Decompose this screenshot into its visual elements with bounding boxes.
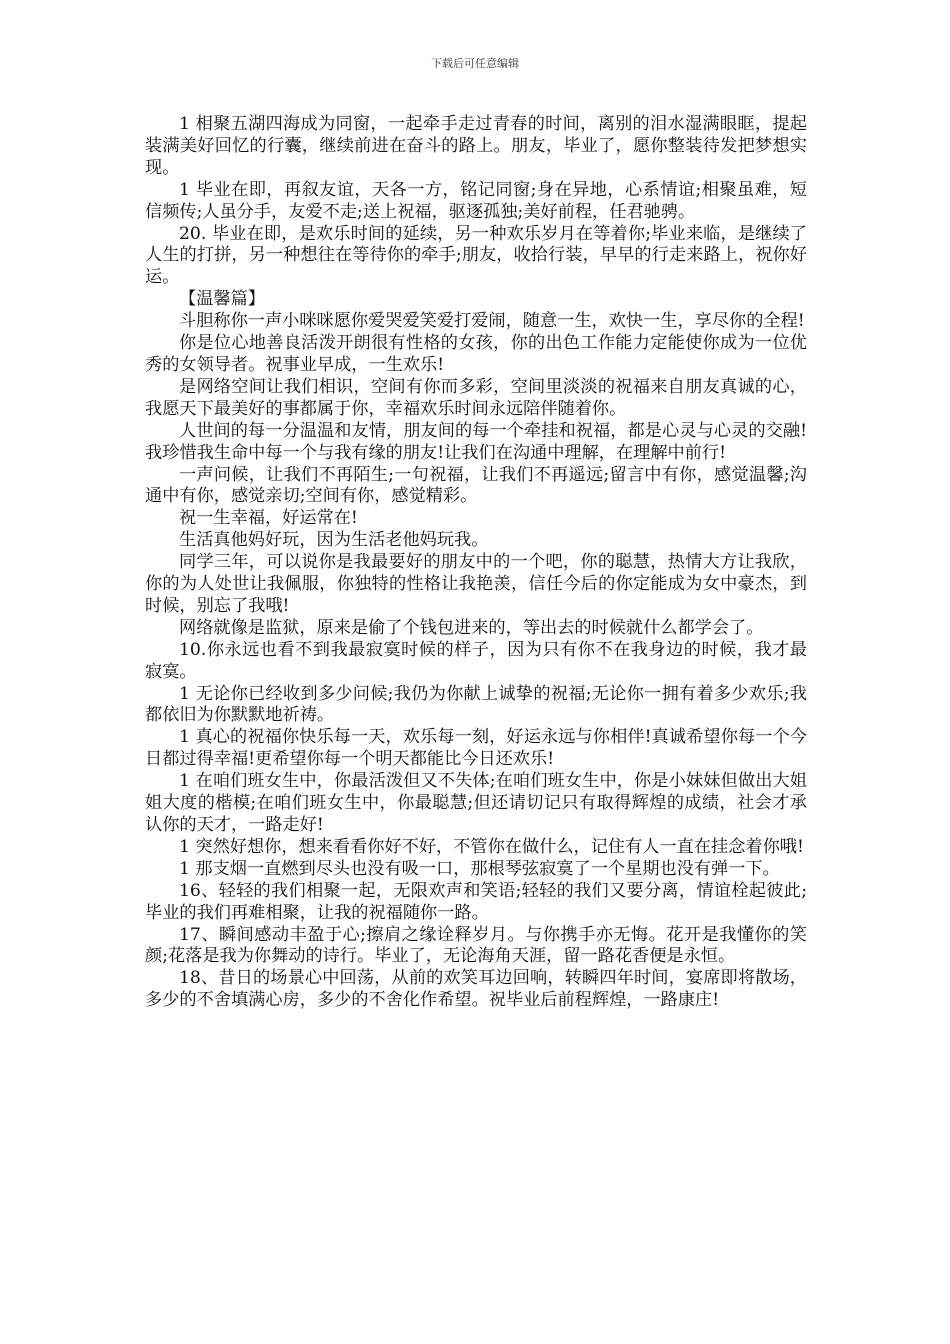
paragraph-19: 1 那支烟一直燃到尽头也没有吸一口，那根琴弦寂寞了一个星期也没有弹一下。 [179,858,780,879]
paragraph-2: 1 毕业在即，再叙友谊，天各一方，铭记同窗;身在异地，心系情谊;相聚虽难，短信频传;人虽分手，友爱不走;送上祝福，驱逐孤独;美好前程，任君驰骋。 [145,179,807,222]
paragraph-10: 祝一生幸福，好运常在! [179,508,358,529]
paragraph-17: 1 在咱们班女生中，你最活泼但又不失体;在咱们班女生中，你是小妹妹但做出大姐姐大度的楷模;在咱们班女生中，你最聪慧;但还请切记只有取得辉煌的成绩，社会才承认你的天才，一路走好! [145,771,807,835]
paragraph-5: 斗胆称你一声小咪咪愿你爱哭爱笑爱打爱闹，随意一生，欢快一生，享尽你的全程! [179,311,805,332]
paragraph-3: 20. 毕业在即，是欢乐时间的延续，另一种欢乐岁月在等着你;毕业来临，是继续了人生的打拼，另一种想往在等待你的牵手;朋友，收拾行装，早早的行走来路上，祝你好运。 [145,223,807,288]
paragraph-6: 你是位心地善良活泼开朗很有性格的女孩，你的出色工作能力定能使你成为一位优秀的女领导者。祝事业早成，一生欢乐! [145,333,807,375]
paragraph-1: 1 相聚五湖四海成为同窗，一起牵手走过青春的时间，离别的泪水湿满眼眶，提起装满美好回忆的行囊，继续前进在奋斗的路上。朋友，毕业了，愿你整装待发把梦想实现。 [145,114,807,178]
page-header: 下载后可任意编辑 [431,57,519,70]
paragraph-9: 一声问候，让我们不再陌生;一句祝福，让我们不再遥远;留言中有你，感觉温馨;沟通中有你，感觉亲切;空间有你，感觉精彩。 [145,464,807,507]
paragraph-22: 18、昔日的场景心中回荡，从前的欢笑耳边回响，转瞬四年时间，宴席即将散场，多少的不舍填满心房，多少的不舍化作希望。祝毕业后前程辉煌，一路康庄! [145,968,807,1011]
paragraph-20: 16、轻轻的我们相聚一起，无限欢声和笑语;轻轻的我们又要分离，情谊栓起彼此;毕业的我们再难相聚，让我的祝福随你一路。 [145,880,807,923]
paragraph-13: 网络就像是监狱，原来是偷了个钱包进来的，等出去的时候就什么都学会了。 [179,617,764,638]
paragraph-16: 1 真心的祝福你快乐每一天，欢乐每一刻，好运永远与你相伴!真诚希望你每一个今日都过得幸福!更希望你每一个明天都能比今日还欢乐! [145,727,807,770]
paragraph-8: 人世间的每一分温温和友情，朋友间的每一个牵挂和祝福，都是心灵与心灵的交融!我珍惜我生命中每一个与我有缘的朋友!让我们在沟通中理解，在理解中前行! [145,420,807,463]
paragraph-15: 1 无论你已经收到多少问候;我仍为你献上诚挚的祝福;无论你一拥有着多少欢乐;我都依旧为你默默地祈祷。 [145,683,807,726]
paragraph-21: 17、瞬间感动丰盈于心;擦肩之缘诠释岁月。与你携手亦无悔。花开是我懂你的笑颜;花落是我为你舞动的诗行。毕业了，无论海角天涯，留一路花香便是永恒。 [145,924,807,967]
section-heading: 【温馨篇】 [179,289,265,310]
paragraph-18: 1 突然好想你，想来看看你好不好，不管你在做什么，记住有人一直在挂念着你哦! [179,836,804,857]
paragraph-11: 生活真他妈好玩，因为生活老他妈玩我。 [179,530,489,551]
paragraph-7: 是网络空间让我们相识，空间有你而多彩，空间里淡淡的祝福来自朋友真诚的心，我愿天下最美好的事都属于你，幸福欢乐时间永远陪伴随着你。 [145,376,807,419]
paragraph-14: 10.你永远也看不到我最寂寞时候的样子，因为只有你不在我身边的时候，我才最寂寞。 [145,639,807,682]
document-body [145,114,807,1012]
paragraph-12: 同学三年，可以说你是我最要好的朋友中的一个吧，你的聪慧，热情大方让我欣，你的为人处世让我佩服，你独特的性格让我艳羡，信任今后的你定能成为女中豪杰，到时候，别忘了我哦! [145,552,807,616]
